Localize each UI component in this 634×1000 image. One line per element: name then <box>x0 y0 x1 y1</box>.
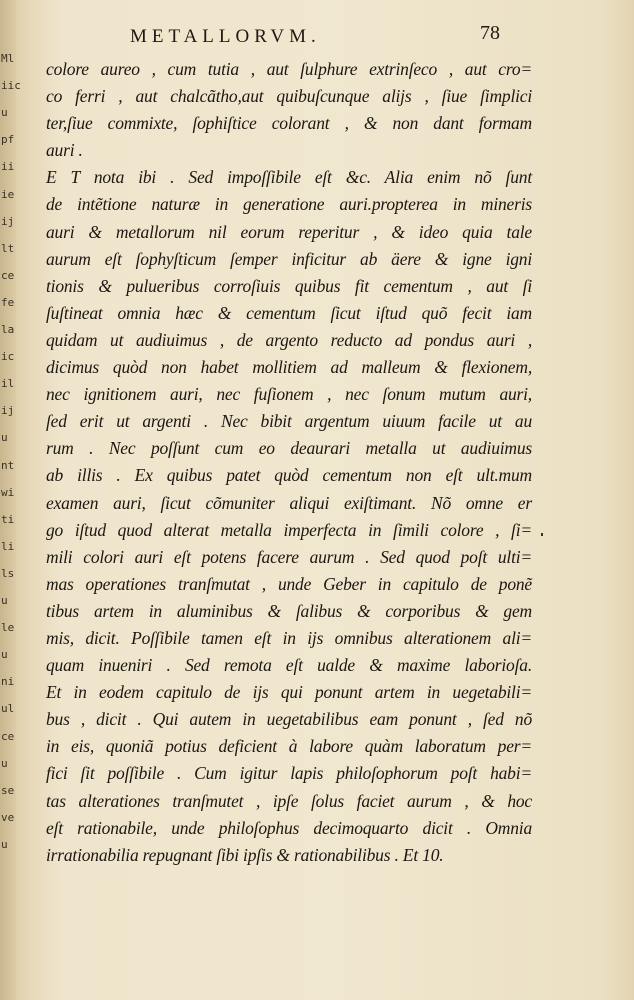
text-line: rum . Nec poſſunt cum eo deaurari metalla ut audiuimus <box>46 438 532 459</box>
running-title: METALLORVM. <box>130 26 321 47</box>
text-line: nec ignitionem auri, nec fuſionem , nec ſonum mutum auri, <box>46 384 532 405</box>
text-line: irrationabilia repugnant ſibi ipſis & rationabilibus . Et 10. <box>46 844 444 865</box>
text-line: quam inueniri . Sed remota eſt ualde & maxime laborioſa. <box>46 655 532 676</box>
text-line: fici ſit poſſibile . Cum igitur lapis philoſophorum poſt habi= <box>46 763 532 784</box>
text-line: co ferri , aut chalcãtho,aut quibuſcunque alijs , ſiue ſimplici <box>46 86 532 107</box>
text-line: ſed erit ut argenti . Nec bibit argentum uiuum facile ut au <box>46 411 532 432</box>
text-line: colore aureo , cum tutia , aut ſulphure extrinſeco , aut cro= <box>46 59 532 79</box>
margin-glyph: se <box>1 783 15 797</box>
text-line: de intẽtione naturæ in generatione auri.propterea in mineris <box>46 194 532 215</box>
text-line: tibus artem in aluminibus & ſalibus & corporibus & gem <box>46 600 532 621</box>
margin-glyph: u <box>1 837 8 851</box>
margin-glyph: le <box>1 621 15 635</box>
margin-glyph: ls <box>1 566 15 580</box>
margin-glyph: ce <box>1 729 15 743</box>
text-line: examen auri, ſicut cõmuniter aliqui exiſtimant. Nõ omne er <box>46 492 532 513</box>
margin-glyph: u <box>1 648 8 662</box>
text-line: Et in eodem capitulo de ijs qui ponunt artem in uegetabili= <box>46 682 532 703</box>
text-line: go iſtud quod alterat metalla imperfecta in ſimili colore , ſi= <box>46 519 532 540</box>
margin-glyph: ul <box>1 702 15 716</box>
text-line: ab illis . Ex quibus patet quòd cementum non eſt ult.mum <box>46 465 532 486</box>
margin-glyph: il <box>1 377 15 391</box>
text-line: aurum eſt ſophyſticum ſemper inficitur ab äere & igne igni <box>46 248 532 269</box>
text-line: auri . <box>46 140 83 161</box>
margin-glyph: u <box>1 756 8 770</box>
text-line: mas operationes tranſmutat , unde Geber in capitulo de ponẽ <box>46 573 532 594</box>
text-line: auri & metallorum nil eorum reperitur , & ideo quia tale <box>46 221 532 242</box>
margin-glyph: Ml <box>1 52 15 65</box>
text-line: quidam ut audiuimus , de argento reducto ad pondus auri , <box>46 329 532 350</box>
margin-glyph: u <box>1 106 8 120</box>
margin-glyph: pf <box>1 133 15 147</box>
margin-glyph: li <box>1 539 15 553</box>
text-line: ter,ſiue commixte, ſophiſtice colorant , & non dant formam <box>46 113 532 134</box>
margin-glyph: ie <box>1 187 15 201</box>
margin-glyph: u <box>1 431 8 445</box>
margin-glyph: wi <box>1 485 15 499</box>
text-line: tionis & pulueribus corroſiuis quibus fit cementum , aut ſi <box>46 275 532 296</box>
text-line: mis, dicit. Poſſibile tamen eſt in ijs omnibus alterationem ali= <box>46 627 532 648</box>
text-line: dicimus quòd non habet mollitiem ad malleum & flexionem, <box>46 357 532 378</box>
text-line: ſuſtineat omnia hæc & cementum ſicut iſtud quõ fecit iam <box>46 302 532 323</box>
body-text <box>46 56 532 869</box>
margin-glyph: ii <box>1 160 15 174</box>
margin-glyph: u <box>1 594 8 607</box>
text-line: eſt rationabile, unde philoſophus decimoquarto dicit . Omnia <box>46 817 532 838</box>
margin-glyph: ti <box>1 512 15 526</box>
margin-glyph: nt <box>1 458 15 472</box>
text-line: tas alterationes tranſmutet , ipſe ſolus faciet aurum , & hoc <box>46 790 532 811</box>
margin-glyph: lt <box>1 241 15 255</box>
margin-glyph: fe <box>1 295 15 309</box>
text-line: in eis, quoniã potius deficient à labore quàm laboratum per= <box>46 736 532 757</box>
margin-glyph: la <box>1 323 15 336</box>
text-line: bus , dicit . Qui autem in uegetabilibus eam ponunt , ſed nõ <box>46 709 532 730</box>
margin-glyph: ij <box>1 214 15 228</box>
text-line: mili colori auri eſt potens facere aurum . Sed quod poſt ulti= <box>46 546 532 567</box>
text-line: E T nota ibi . Sed impoſſibile eſt &c. Alia enim nõ ſunt <box>46 167 532 188</box>
margin-glyph: ic <box>1 350 15 364</box>
margin-glyph: ij <box>1 404 15 418</box>
page-header <box>130 22 510 48</box>
margin-glyph: ni <box>1 675 15 689</box>
ink-speck <box>541 533 543 536</box>
margin-glyph: iic <box>1 79 21 93</box>
margin-glyph: ce <box>1 268 15 282</box>
folio-number: 78 <box>480 22 500 44</box>
margin-glyph: ve <box>1 810 15 824</box>
